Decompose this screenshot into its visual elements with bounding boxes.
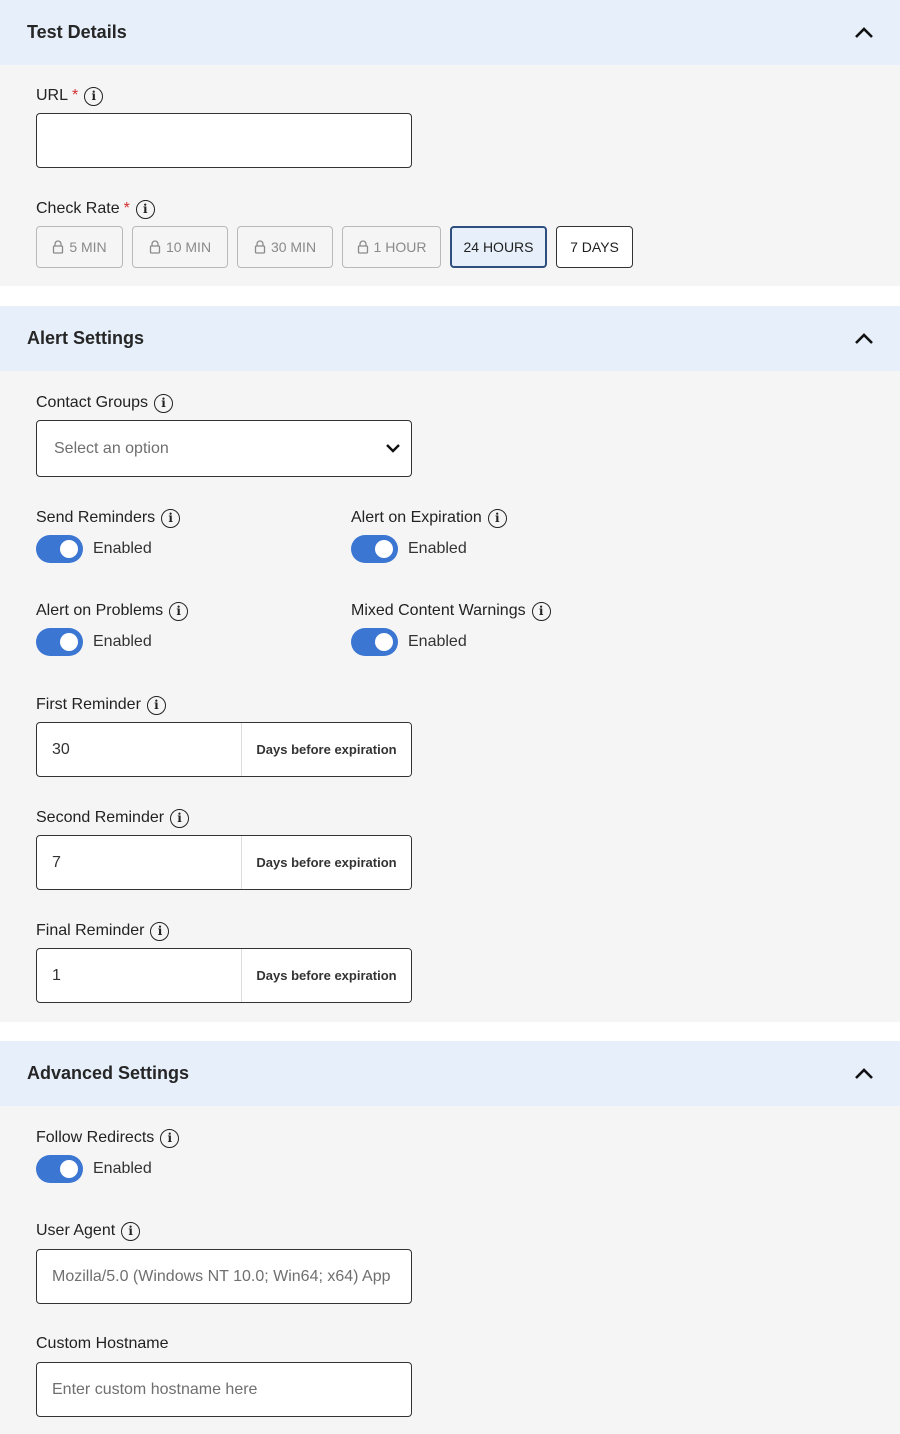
custom-hostname-placeholder: Enter custom hostname here [52, 1380, 258, 1398]
alert-settings-title: Alert Settings [27, 328, 145, 348]
toggle-switch[interactable] [351, 535, 398, 563]
alert-expiration-label-text: Alert on Expiration [351, 509, 482, 526]
mixed-content-toggle[interactable] [351, 627, 467, 657]
days-before-expiration-suffix: Days before expiration [241, 836, 411, 889]
toggle-switch[interactable] [36, 1155, 83, 1183]
days-before-expiration-suffix: Days before expiration [241, 723, 411, 776]
follow-redirects-label [36, 1127, 179, 1149]
toggle-switch[interactable] [36, 628, 83, 656]
days-before-expiration-suffix: Days before expiration [241, 949, 411, 1002]
info-icon[interactable]: i [84, 87, 103, 106]
send-reminders-label [36, 507, 180, 529]
follow-redirects-label-text: Follow Redirects [36, 1129, 155, 1146]
url-input[interactable] [36, 113, 412, 168]
required-mark: * [123, 200, 130, 217]
required-mark: * [72, 87, 79, 104]
alert-problems-label [36, 600, 188, 622]
mixed-content-label [351, 600, 551, 622]
alert-settings-header[interactable] [0, 306, 900, 371]
final-reminder-input[interactable] [36, 948, 412, 1003]
rate-option-5-min[interactable] [36, 226, 123, 268]
toggle-switch[interactable] [351, 628, 398, 656]
alert-problems-toggle[interactable] [36, 627, 152, 657]
toggle-state: Enabled [408, 540, 467, 557]
chevron-up-icon[interactable] [854, 332, 874, 346]
lock-icon [149, 240, 161, 254]
chevron-up-icon[interactable] [854, 26, 874, 40]
first-reminder-value: 30 [52, 740, 70, 758]
rate-option-label: 10 MIN [165, 239, 212, 255]
url-label [36, 85, 103, 107]
second-reminder-label [36, 807, 189, 829]
user-agent-input[interactable] [36, 1249, 412, 1304]
rate-option-label: 24 HOURS [463, 239, 534, 255]
info-icon[interactable]: i [154, 394, 173, 413]
send-reminders-toggle[interactable] [36, 534, 152, 564]
rate-option-30-min[interactable] [237, 226, 333, 268]
advanced-settings-header[interactable] [0, 1041, 900, 1106]
test-details-header[interactable] [0, 0, 900, 65]
first-reminder-label-text: First Reminder [36, 696, 141, 713]
info-icon[interactable]: i [170, 809, 189, 828]
toggle-knob [60, 1160, 78, 1178]
toggle-knob [375, 540, 393, 558]
rate-option-label: 7 DAYS [570, 239, 619, 255]
user-agent-value: Mozilla/5.0 (Windows NT 10.0; Win64; x64) App [52, 1267, 391, 1285]
toggle-knob [60, 633, 78, 651]
final-reminder-value: 1 [52, 966, 61, 984]
rate-option-10-min[interactable] [132, 226, 228, 268]
rate-option-24-hours[interactable] [450, 226, 547, 268]
info-icon[interactable]: i [136, 200, 155, 219]
info-icon[interactable]: i [169, 602, 188, 621]
alert-expiration-label [351, 507, 507, 529]
info-icon[interactable]: i [161, 509, 180, 528]
toggle-state: Enabled [93, 540, 152, 557]
info-icon[interactable]: i [147, 696, 166, 715]
info-icon[interactable]: i [488, 509, 507, 528]
toggle-knob [60, 540, 78, 558]
contact-groups-placeholder: Select an option [54, 439, 169, 457]
contact-groups-label [36, 392, 173, 414]
info-icon[interactable]: i [532, 602, 551, 621]
alert-problems-label-text: Alert on Problems [36, 602, 164, 619]
first-reminder-input[interactable] [36, 722, 412, 777]
custom-hostname-label [36, 1333, 169, 1355]
rate-option-label: 30 MIN [270, 239, 317, 255]
url-label-text: URL [36, 87, 69, 104]
final-reminder-label-text: Final Reminder [36, 922, 145, 939]
user-agent-label-text: User Agent [36, 1222, 116, 1239]
first-reminder-label [36, 694, 166, 716]
rate-option-1-hour[interactable] [342, 226, 441, 268]
info-icon[interactable]: i [160, 1129, 179, 1148]
contact-groups-select[interactable] [36, 420, 412, 477]
toggle-switch[interactable] [36, 535, 83, 563]
mixed-content-label-text: Mixed Content Warnings [351, 602, 526, 619]
check-rate-label [36, 198, 155, 220]
lock-icon [52, 240, 64, 254]
contact-groups-label-text: Contact Groups [36, 394, 149, 411]
alert-expiration-toggle[interactable] [351, 534, 467, 564]
chevron-up-icon[interactable] [854, 1067, 874, 1081]
chevron-down-icon [385, 443, 401, 454]
toggle-knob [375, 633, 393, 651]
rate-option-7-days[interactable] [556, 226, 633, 268]
second-reminder-value: 7 [52, 853, 61, 871]
info-icon[interactable]: i [150, 922, 169, 941]
toggle-state: Enabled [93, 1160, 152, 1177]
test-details-title: Test Details [27, 22, 127, 42]
follow-redirects-toggle[interactable] [36, 1154, 152, 1184]
info-icon[interactable]: i [121, 1222, 140, 1241]
rate-option-label: 1 HOUR [373, 239, 427, 255]
final-reminder-label [36, 920, 169, 942]
custom-hostname-label-text: Custom Hostname [36, 1335, 169, 1352]
toggle-state: Enabled [408, 633, 467, 650]
send-reminders-label-text: Send Reminders [36, 509, 156, 526]
second-reminder-label-text: Second Reminder [36, 809, 165, 826]
lock-icon [357, 240, 369, 254]
user-agent-label [36, 1220, 140, 1242]
check-rate-label-text: Check Rate [36, 200, 120, 217]
toggle-state: Enabled [93, 633, 152, 650]
custom-hostname-input[interactable] [36, 1362, 412, 1417]
rate-option-label: 5 MIN [69, 239, 107, 255]
advanced-settings-title: Advanced Settings [27, 1063, 190, 1083]
lock-icon [254, 240, 266, 254]
second-reminder-input[interactable] [36, 835, 412, 890]
